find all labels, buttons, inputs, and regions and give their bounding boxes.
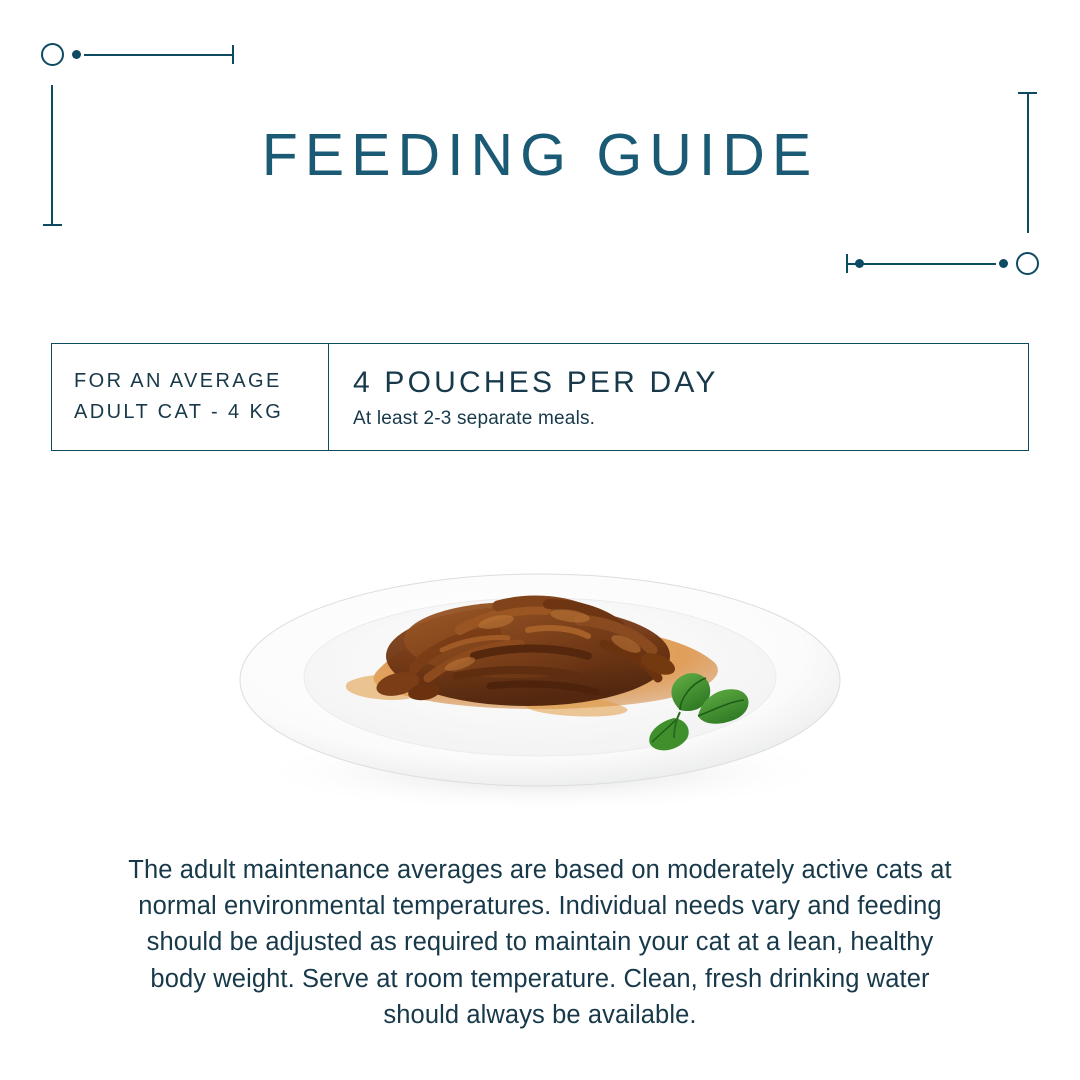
plate-of-food-illustration xyxy=(228,560,852,820)
corner-cap-vertical-top-left xyxy=(43,224,62,226)
cat-profile-line1: FOR AN AVERAGE xyxy=(74,370,282,392)
corner-cap-vertical-bottom-right xyxy=(1018,92,1037,94)
page-title: FEEDING GUIDE xyxy=(261,122,819,188)
cat-profile-line2: ADULT CAT - 4 KG xyxy=(74,401,284,423)
portion-subtext: At least 2-3 separate meals. xyxy=(353,407,596,429)
corner-dot-bottom-right-icon xyxy=(999,259,1008,268)
corner-cap-horizontal-top-left xyxy=(232,45,234,64)
feeding-table-cell-cat-profile xyxy=(52,344,329,450)
feeding-guide-table xyxy=(51,343,1029,451)
portion-headline: 4 POUCHES PER DAY xyxy=(353,365,719,399)
feeding-table-cell-portion xyxy=(329,344,1028,450)
plate-of-food-image xyxy=(228,560,852,820)
disclaimer-text: The adult maintenance averages are based on moderately active cats at normal environmental temperatures. Individual needs vary and feeding should be adjusted as required to maintain your cat at a lean, healthy body weight. Serve at room temperature. Clean, fresh drinking water should always be available. xyxy=(128,856,952,1029)
corner-dot-small-bottom-right-icon xyxy=(855,259,864,268)
corner-dot-top-left-icon xyxy=(72,50,81,59)
corner-cap-horizontal-bottom-right xyxy=(846,254,848,273)
corner-circle-top-left-icon xyxy=(41,43,64,66)
corner-line-horizontal-top-left xyxy=(84,54,234,56)
corner-line-horizontal-bottom-right xyxy=(846,263,996,265)
corner-circle-bottom-right-icon xyxy=(1016,252,1039,275)
